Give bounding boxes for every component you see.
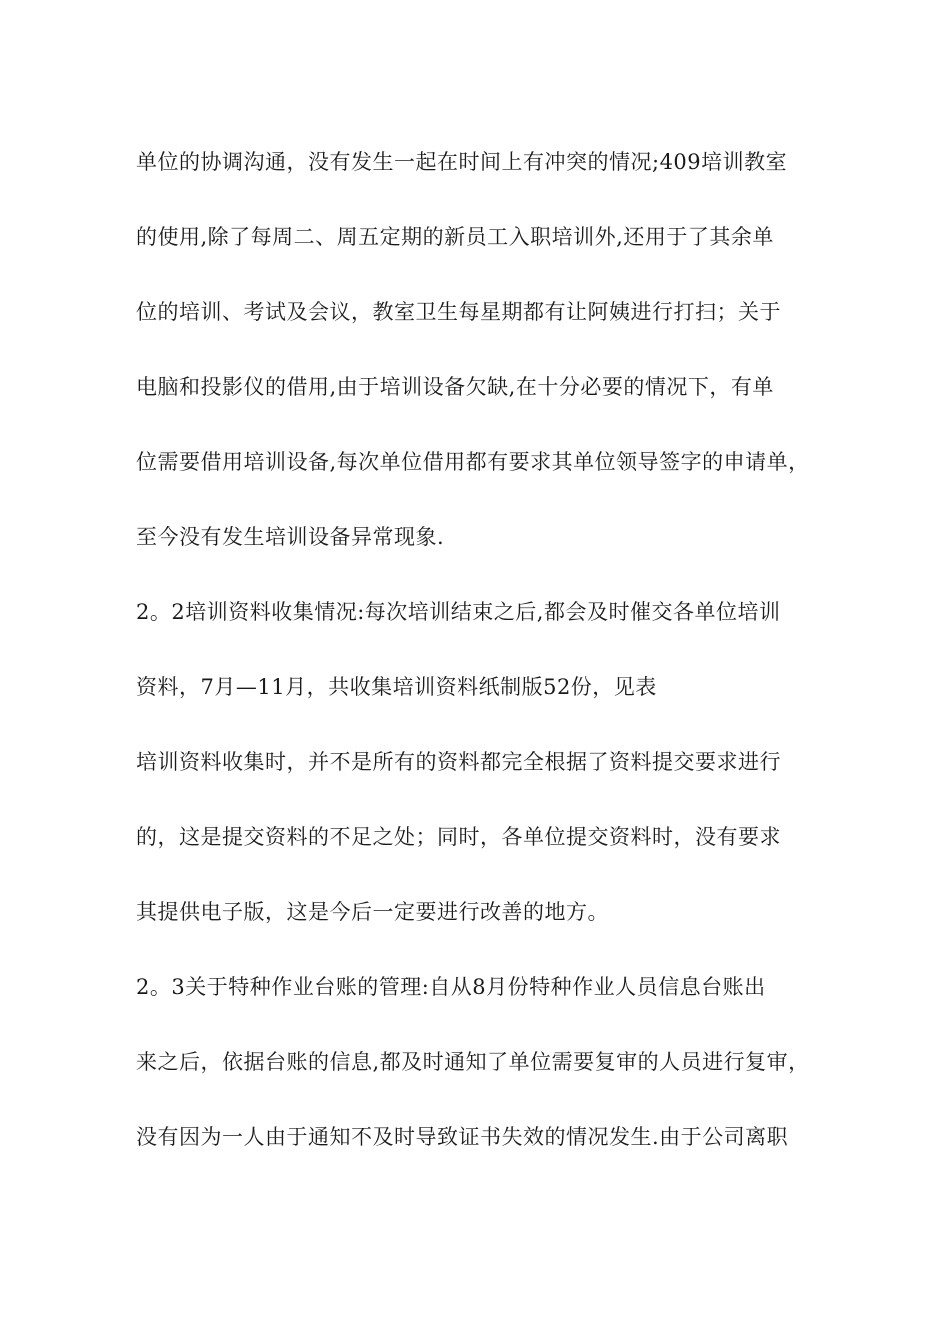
- paragraph-line: 的，这是提交资料的不足之处；同时，各单位提交资料时，没有要求: [136, 825, 781, 849]
- paragraph-line: 位的培训、考试及会议，教室卫生每星期都有让阿姨进行打扫；关于: [136, 300, 781, 324]
- paragraph-line: 单位的协调沟通，没有发生一起在时间上有冲突的情况;409培训教室: [136, 150, 788, 174]
- paragraph-line: 位需要借用培训设备,每次单位借用都有要求其单位领导签字的申请单，: [136, 450, 810, 474]
- section-heading-line: 2。2培训资料收集情况:每次培训结束之后,都会及时催交各单位培训: [136, 600, 781, 624]
- paragraph-line: 来之后，依据台账的信息,都及时通知了单位需要复审的人员进行复审，: [136, 1050, 810, 1074]
- paragraph-line: 资料，7月—11月，共收集培训资料纸制版52份，见表: [136, 675, 657, 699]
- paragraph-line: 没有因为一人由于通知不及时导致证书失效的情况发生.由于公司离职: [136, 1125, 789, 1149]
- paragraph-line: 至今没有发生培训设备异常现象.: [136, 525, 445, 549]
- paragraph-line: 的使用,除了每周二、周五定期的新员工入职培训外,还用于了其余单: [136, 225, 774, 249]
- paragraph-line: 其提供电子版，这是今后一定要进行改善的地方。: [136, 900, 609, 924]
- paragraph-line: 培训资料收集时，并不是所有的资料都完全根据了资料提交要求进行: [136, 750, 781, 774]
- paragraph-line: 电脑和投影仪的借用,由于培训设备欠缺,在十分必要的情况下，有单: [136, 375, 774, 399]
- section-heading-line: 2。3关于特种作业台账的管理:自从8月份特种作业人员信息台账出: [136, 975, 766, 999]
